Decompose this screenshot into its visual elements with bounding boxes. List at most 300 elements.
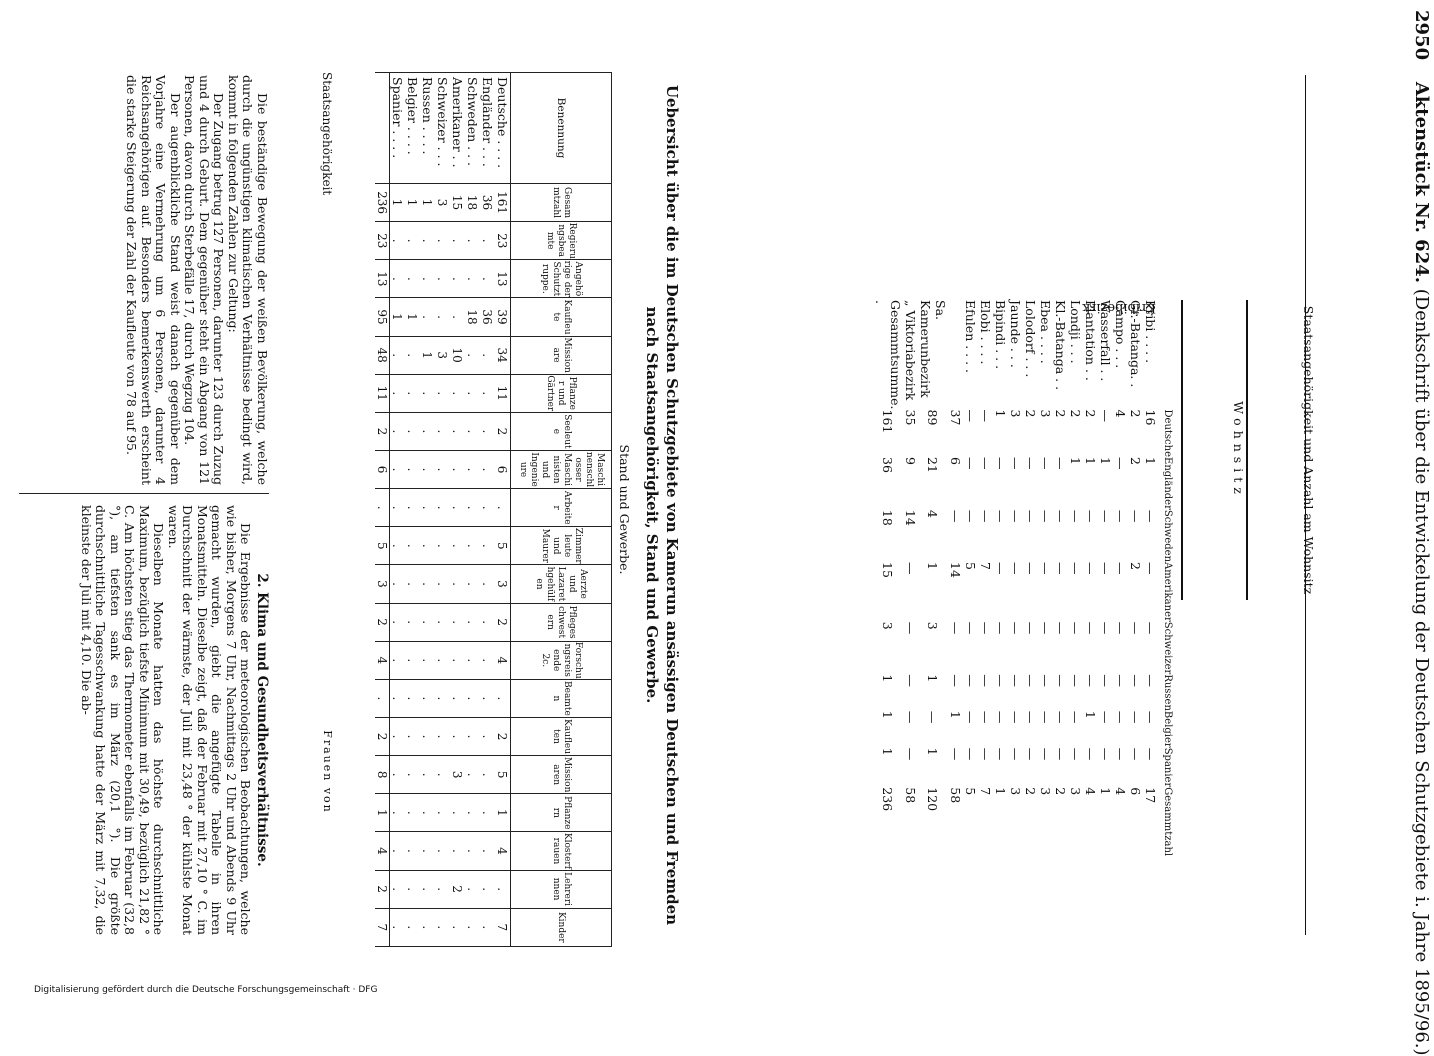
t1-place: Kl.-Batanga . . xyxy=(1053,300,1068,391)
t1-cell: — xyxy=(1113,621,1128,635)
t2-cell: . xyxy=(435,222,450,260)
t1-cell: — xyxy=(978,747,993,761)
t2-col-header: Missionaren xyxy=(511,756,612,794)
t1-total: 3 xyxy=(1038,787,1053,796)
t2-cell: . xyxy=(420,260,435,298)
t2-cell: . xyxy=(390,794,406,832)
t1-cell: — xyxy=(963,409,978,423)
t1-cell: — xyxy=(1038,747,1053,761)
t2-row-name: Deutsche . . . . xyxy=(495,73,511,184)
t2-cell: . xyxy=(435,908,450,946)
t2-cell: . xyxy=(420,374,435,412)
t2-cell: . xyxy=(450,222,465,260)
t2-cell: . xyxy=(495,679,511,717)
t2-cell: . xyxy=(435,603,450,641)
t2-cell: 3 xyxy=(435,336,450,374)
t1-cell: — xyxy=(1143,747,1158,761)
t1-cell: — xyxy=(925,710,941,724)
t1-cell: 1 xyxy=(1083,457,1098,465)
t2-cell: . xyxy=(435,374,450,412)
t1-place: Londji . . . xyxy=(1068,300,1083,364)
t1-total: 58 xyxy=(903,787,918,804)
t2-cell: . xyxy=(405,565,420,603)
t1-cell: — xyxy=(1068,674,1083,687)
t2-cell: . xyxy=(420,870,435,908)
t1-cell: — xyxy=(1038,562,1053,575)
t2-cell: . xyxy=(405,489,420,527)
t1-cell: — xyxy=(1038,509,1053,523)
t1-place: Sa. Kamerunbezirk xyxy=(918,300,948,398)
t2-cell: . xyxy=(405,832,420,870)
t2-sum-cell: 48 xyxy=(375,336,390,374)
t1-cell: 1 xyxy=(948,710,963,719)
t1-col-header: Schweizer xyxy=(1162,621,1174,675)
t2-cell: . xyxy=(465,908,480,946)
t2-cell: . xyxy=(390,260,406,298)
t2-cell: . xyxy=(435,756,450,794)
t1-cell: 1 xyxy=(925,674,941,683)
t2-cell: 11 xyxy=(495,374,511,412)
t2-row xyxy=(465,73,480,947)
t2-cell: . xyxy=(435,832,450,870)
t2-cell: . xyxy=(480,374,495,412)
t1-cell: — xyxy=(963,747,978,761)
t2-cell: . xyxy=(420,756,435,794)
t2-cell: . xyxy=(495,489,511,527)
t1-cell: 1 xyxy=(993,409,1008,418)
t1-place: Bipindi . . . xyxy=(993,300,1008,370)
t2-col-header: Beamten xyxy=(511,679,612,717)
t2-row xyxy=(435,73,450,947)
t2-cell: 1 xyxy=(390,298,406,336)
t1-cell: — xyxy=(1008,562,1023,575)
t2-cell: . xyxy=(405,794,420,832)
t1-cell: 6 xyxy=(948,457,963,465)
t1-cell: — xyxy=(978,710,993,724)
t1-cell: — xyxy=(1128,621,1143,635)
t1-cell: 5 xyxy=(963,562,978,570)
t2-cell: . xyxy=(465,374,480,412)
t1-cell: — xyxy=(1098,710,1113,724)
t2-cell: 23 xyxy=(495,222,511,260)
t1-total: 7 xyxy=(978,787,993,796)
t1-cell: 7 xyxy=(978,562,993,570)
t1-cell: — xyxy=(1053,621,1068,635)
t1-cell: 1 xyxy=(925,747,941,756)
t1-total: 1 xyxy=(993,787,1008,796)
t2-cell: . xyxy=(450,260,465,298)
t2-row-name: Spanier . . . . xyxy=(390,73,406,184)
t1-cell: 9 xyxy=(903,457,918,465)
t1-row xyxy=(978,300,993,856)
t2-cell: . xyxy=(405,679,420,717)
t2-cell: . xyxy=(450,717,465,755)
t1-row xyxy=(1068,300,1083,856)
t2-benennung-header: Benennung xyxy=(511,73,612,184)
t2-cell: 36 xyxy=(480,298,495,336)
t1-cell: — xyxy=(1038,457,1053,470)
t2-col-header: Kaufleuten xyxy=(511,717,612,755)
t2-cell: 2 xyxy=(495,603,511,641)
t1-cell: — xyxy=(1023,710,1038,724)
t2-cell: . xyxy=(390,412,406,450)
t2-row xyxy=(390,73,406,947)
t2-row xyxy=(480,73,495,947)
text-right-p1: Die Ergebnisse der meteorologischen Beobachtungen, welche wie bisher, Morgens 7 Uhr, Nachmittags 2 Uhr und Abends 9 Uhr gemacht wurden, giebt die angefügte Tabelle in ihren Monatsmitteln. Dieselbe zeigt, daß der Februar mit 27,10 ° C. im Durchschnitt der wärmste, der Juli mit 23,48 ° der kühlste Monat waren. xyxy=(166,505,254,935)
t2-cell: . xyxy=(465,450,480,488)
t2-cell: . xyxy=(435,679,450,717)
t1-cell: — xyxy=(903,747,918,761)
t1-cell: — xyxy=(1038,710,1053,724)
t2-cell: . xyxy=(405,717,420,755)
t2-cell: . xyxy=(405,336,420,374)
t2-cell: 3 xyxy=(450,756,465,794)
t2-cell: 18 xyxy=(465,184,480,222)
t2-col-header: Pflegeschwestern xyxy=(511,603,612,641)
t1-cell: — xyxy=(993,747,1008,761)
t2-cell: . xyxy=(465,412,480,450)
t2-cell: . xyxy=(435,260,450,298)
t2-sum-cell: 13 xyxy=(375,260,390,298)
text-right-column xyxy=(79,505,270,935)
t2-cell: . xyxy=(390,679,406,717)
t2-cell: . xyxy=(480,565,495,603)
t1-total: 2 xyxy=(1053,787,1068,796)
t2-cell: 1 xyxy=(390,184,406,222)
t2-cell: . xyxy=(420,298,435,336)
t1-cell: — xyxy=(1113,674,1128,687)
t1-cell: 1 xyxy=(880,710,896,719)
t2-cell: 5 xyxy=(495,527,511,565)
t1-cell: — xyxy=(1068,509,1083,523)
t2-cell: . xyxy=(480,527,495,565)
t1-cell: 1 xyxy=(1098,457,1113,465)
t1-cell: 18 xyxy=(880,509,896,526)
document-subtitle: (Denkschrift über die Entwickelung der Deutschen Schutzgebiete i. Jahre 1895/96.) xyxy=(1411,288,1432,1056)
t2-cell: . xyxy=(450,298,465,336)
t2-cell: . xyxy=(480,870,495,908)
t1-cell: — xyxy=(963,457,978,470)
t1-place: Gr.-Batanga. . xyxy=(1128,300,1143,388)
t1-cell: — xyxy=(1128,674,1143,687)
t1-section-label: Kribibezirk xyxy=(1082,300,1156,315)
t1-row xyxy=(1008,300,1023,856)
t2-cell: . xyxy=(390,336,406,374)
t1-row xyxy=(993,300,1008,856)
document-title: Aktenstück Nr. 624. xyxy=(1411,81,1432,284)
t1-row xyxy=(1038,300,1053,856)
t2-cell: . xyxy=(390,527,406,565)
t1-cell: — xyxy=(1053,747,1068,761)
t2-cell: . xyxy=(390,717,406,755)
t2-cell: 15 xyxy=(450,184,465,222)
t1-cell: 2 xyxy=(1023,409,1038,418)
t1-cell: — xyxy=(1083,621,1098,635)
t2-cell: 2 xyxy=(450,870,465,908)
t2-sum-cell: . xyxy=(375,679,390,717)
t2-sum-cell: 7 xyxy=(375,908,390,946)
t2-sum-cell: 236 xyxy=(375,184,390,222)
t1-cell: — xyxy=(903,710,918,724)
t1-cell: 1 xyxy=(925,562,941,570)
t1-cell: — xyxy=(1068,710,1083,724)
t2-cell: . xyxy=(435,794,450,832)
t2-cell: 4 xyxy=(495,832,511,870)
t1-cell: — xyxy=(1128,710,1143,724)
t1-cell: — xyxy=(1113,509,1128,523)
t1-group-header: Staatsangehörigkeit und Anzahl am Wohnsitz xyxy=(1301,305,1316,595)
t1-cell: — xyxy=(1023,509,1038,523)
t1-col-header: Schweden xyxy=(1162,509,1174,563)
t2-col-header: Kinder xyxy=(511,908,612,946)
t1-total-header: Gesammtzahl xyxy=(1162,787,1174,857)
t2-cell: . xyxy=(420,832,435,870)
t1-total: 3 xyxy=(1068,787,1083,796)
t1-col-header: Belgier xyxy=(1162,710,1174,748)
t2-col-header: Angehörige der Schutztruppe. xyxy=(511,260,612,298)
t2-cell: . xyxy=(390,374,406,412)
t2-col-header: Zimmerleute und Maurer xyxy=(511,527,612,565)
t1-cell: — xyxy=(948,674,963,687)
t1-row xyxy=(1113,300,1128,856)
t1-total: 5 xyxy=(963,787,978,796)
t2-cell: . xyxy=(450,527,465,565)
text-left-p1: Die beständige Bewegung der weißen Bevölkerung, welche durch die ungünstigen klimatischen Verhältnisse bedingt wird, kommt in folgenden Zahlen zur Geltung: xyxy=(226,75,270,485)
t2-cell: . xyxy=(390,565,406,603)
t1-cell: 1 xyxy=(1143,457,1158,465)
t1-cell: 14 xyxy=(903,509,918,526)
t2-row-name: Russen . . . . xyxy=(420,73,435,184)
t1-wohnsitz-header: Wohnsitz xyxy=(1231,401,1246,499)
t2-cell: . xyxy=(495,870,511,908)
t2-cell: . xyxy=(405,641,420,679)
t2-cell: . xyxy=(465,603,480,641)
t2-sum-cell: 1 xyxy=(375,794,390,832)
t2-sum-cell: 4 xyxy=(375,832,390,870)
t2-row-name: Schweden . . . xyxy=(465,73,480,184)
t1-cell: — xyxy=(1128,509,1143,523)
t1-cell: — xyxy=(1038,674,1053,687)
t1-cell: 1 xyxy=(1068,457,1083,465)
t2-cell: . xyxy=(390,489,406,527)
t2-cell: 5 xyxy=(495,756,511,794)
text-left-column xyxy=(124,75,269,485)
t1-place: Jaunde . . . xyxy=(1008,300,1023,368)
t1-cell: 37 xyxy=(948,409,963,426)
t2-col-header: Klosterfrauen xyxy=(511,832,612,870)
t2-cell: . xyxy=(450,908,465,946)
t1-cell: — xyxy=(993,457,1008,470)
t2-cell: . xyxy=(465,870,480,908)
t2-col-header: Forschungsreisende 2c. xyxy=(511,641,612,679)
t2-cell: . xyxy=(405,450,420,488)
t2-cell: . xyxy=(480,908,495,946)
t1-cell: 2 xyxy=(1128,457,1143,465)
t1-total: 58 xyxy=(948,787,963,804)
t1-cell: — xyxy=(978,674,993,687)
t1-total: 6 xyxy=(1128,787,1143,796)
t1-cell: — xyxy=(1053,509,1068,523)
t2-cell: 1 xyxy=(420,336,435,374)
t1-cell: — xyxy=(1008,710,1023,724)
t2-sum-cell: 6 xyxy=(375,450,390,488)
t2-cell: . xyxy=(450,679,465,717)
t2-cell: . xyxy=(450,489,465,527)
t1-cell: — xyxy=(1083,674,1098,687)
t1-row xyxy=(1098,300,1113,856)
t1-cell: 21 xyxy=(925,457,941,473)
t2-cell: . xyxy=(450,794,465,832)
t2-cell: . xyxy=(480,222,495,260)
t1-total: 2 xyxy=(1023,787,1038,796)
text-right-p2: Dieselben Monate hatten das höchste durchschnittliche Maximum, bezüglich tiefste Minimum mit 30,49, bezüglich 21,82 ° C. Am höchsten stieg das Thermometer ebenfalls im Februar (32,8 °), am tiefsten sank es im März (20,1 °). Die größte durchschnittliche Tagesschwankung hatte der März mit 7,32, die kleinste der Juli mit 4,10. Die ab- xyxy=(79,505,167,935)
t2-cell: . xyxy=(435,641,450,679)
t2-sum-cell: 5 xyxy=(375,527,390,565)
t1-total: 3 xyxy=(1008,787,1023,796)
t1-place: Campo . . . xyxy=(1113,300,1128,369)
t2-cell: 7 xyxy=(495,908,511,946)
t1-cell: — xyxy=(1128,747,1143,761)
t1-cell: — xyxy=(1008,674,1023,687)
t2-sum-cell: 11 xyxy=(375,374,390,412)
t2-sum-label xyxy=(375,73,390,184)
t1-cell: 15 xyxy=(880,562,896,578)
t2-sum-cell: 3 xyxy=(375,565,390,603)
t1-cell: — xyxy=(963,710,978,724)
t2-cell: . xyxy=(435,450,450,488)
t2-col-header: Aerzte und Lazarethgehülfen xyxy=(511,565,612,603)
t2-cell: 34 xyxy=(495,336,511,374)
t2-col-header: Pflanzer und Gärtner xyxy=(511,374,612,412)
t2-cell: . xyxy=(465,565,480,603)
t1-cell: — xyxy=(1023,674,1038,687)
t2-cell: . xyxy=(435,527,450,565)
t2-row xyxy=(495,73,511,947)
t2-cell: . xyxy=(405,756,420,794)
t1-cell: — xyxy=(1143,674,1158,687)
t2-cell: . xyxy=(435,298,450,336)
t2-sum-cell: 23 xyxy=(375,222,390,260)
t2-cell: . xyxy=(405,527,420,565)
t1-place: Lolodorf . . . xyxy=(1023,300,1038,378)
t1-col-header: Engländer xyxy=(1162,457,1174,510)
t1-total: 1 xyxy=(1098,787,1113,796)
t2-cell: . xyxy=(420,527,435,565)
t1-cell: 1 xyxy=(880,674,896,683)
t2-sum-row xyxy=(375,73,390,947)
t1-col-header: Amerikaner xyxy=(1162,562,1174,622)
t2-cell: . xyxy=(420,603,435,641)
t2-cell: . xyxy=(480,336,495,374)
page-header xyxy=(1411,10,1432,1056)
t2-col-header: Pflanzern xyxy=(511,794,612,832)
t2-cell: 39 xyxy=(495,298,511,336)
t1-cell: — xyxy=(1143,710,1158,724)
t2-cell: . xyxy=(465,260,480,298)
t1-cell: 4 xyxy=(1113,409,1128,418)
t2-cell: 1 xyxy=(495,794,511,832)
t1-cell: 3 xyxy=(925,621,941,630)
t2-cell: 2 xyxy=(495,412,511,450)
t2-group-frauen: Frauen von xyxy=(321,730,334,814)
t1-cell: 16 xyxy=(1143,409,1158,426)
t1-summary-row xyxy=(903,300,918,856)
t1-cell: 2 xyxy=(1128,562,1143,570)
t2-cell: . xyxy=(435,565,450,603)
t2-cell: 161 xyxy=(495,184,511,222)
t1-cell: — xyxy=(1143,509,1158,523)
t1-cell: — xyxy=(1113,457,1128,470)
t2-cell: 36 xyxy=(480,184,495,222)
t1-cell: — xyxy=(1083,747,1098,761)
t1-cell: — xyxy=(1068,621,1083,635)
t2-cell: 1 xyxy=(405,184,420,222)
overview-table xyxy=(284,72,634,947)
t2-col-header: Lehrerinnen xyxy=(511,870,612,908)
t1-place xyxy=(948,300,963,410)
t1-place: Gesammtsumme. . xyxy=(873,300,903,410)
t1-row xyxy=(963,300,978,856)
t2-cell: . xyxy=(420,412,435,450)
t1-cell: 3 xyxy=(1008,409,1023,418)
t1-place: Wasserfall . . xyxy=(1098,300,1113,382)
t1-cell: — xyxy=(993,674,1008,687)
t2-cell: . xyxy=(435,717,450,755)
climate-heading: 2. Klima und Gesundheitsverhältnisse. xyxy=(254,573,270,867)
t1-row xyxy=(1128,300,1143,856)
t1-cell: — xyxy=(963,509,978,523)
t1-subtotal-row xyxy=(948,300,963,856)
text-left-p2: Der Zugang betrug 127 Personen, darunter 123 durch Zuzug und 4 durch Geburt. Dem gegenüber steht ein Abgang von 121 Personen, davon durch Sterbefälle 17, durch Wegzug 104. xyxy=(182,75,227,485)
t2-sum-cell: 2 xyxy=(375,412,390,450)
t2-cell: . xyxy=(465,679,480,717)
t1-total: 4 xyxy=(1113,787,1128,796)
t2-col-header: Seeleute xyxy=(511,412,612,450)
t1-col-header: Deutsche xyxy=(1162,409,1174,458)
t2-grid xyxy=(375,72,612,947)
t2-cell: . xyxy=(405,374,420,412)
t1-place: Efulen . . . . xyxy=(963,300,978,374)
t1-column-header-row xyxy=(1158,300,1178,856)
t1-cell: 2 xyxy=(1128,409,1143,418)
t2-cell: . xyxy=(480,260,495,298)
t1-cell: — xyxy=(1023,457,1038,470)
t1-summary-row xyxy=(918,300,948,856)
t2-col-header: Maschinenschlosser Maschinisten und Ingenieure xyxy=(511,450,612,488)
t2-cell: . xyxy=(405,412,420,450)
t1-cell: — xyxy=(1143,621,1158,635)
t2-row xyxy=(450,73,465,947)
t1-cell: 1 xyxy=(880,747,896,756)
t1-total: 4 xyxy=(1083,787,1098,796)
t2-cell: . xyxy=(480,832,495,870)
t1-header-rule xyxy=(1181,300,1183,600)
t2-cell: . xyxy=(465,641,480,679)
t1-cell: 35 xyxy=(903,409,918,426)
digitization-note: Digitalisierung gefördert durch die Deutsche Forschungsgemeinschaft · DFG xyxy=(34,985,378,995)
t1-cell: 4 xyxy=(925,509,941,518)
t1-col-header: Spanier xyxy=(1162,747,1174,788)
t2-cell: . xyxy=(420,641,435,679)
t2-cell: 1 xyxy=(420,184,435,222)
t1-cell: — xyxy=(1083,509,1098,523)
t2-cell: 10 xyxy=(450,336,465,374)
t2-cell: 3 xyxy=(435,184,450,222)
t1-cell: — xyxy=(978,457,993,470)
t2-sum-cell: 8 xyxy=(375,756,390,794)
t2-cell: 1 xyxy=(405,298,420,336)
t1-cell: 161 xyxy=(880,409,896,434)
